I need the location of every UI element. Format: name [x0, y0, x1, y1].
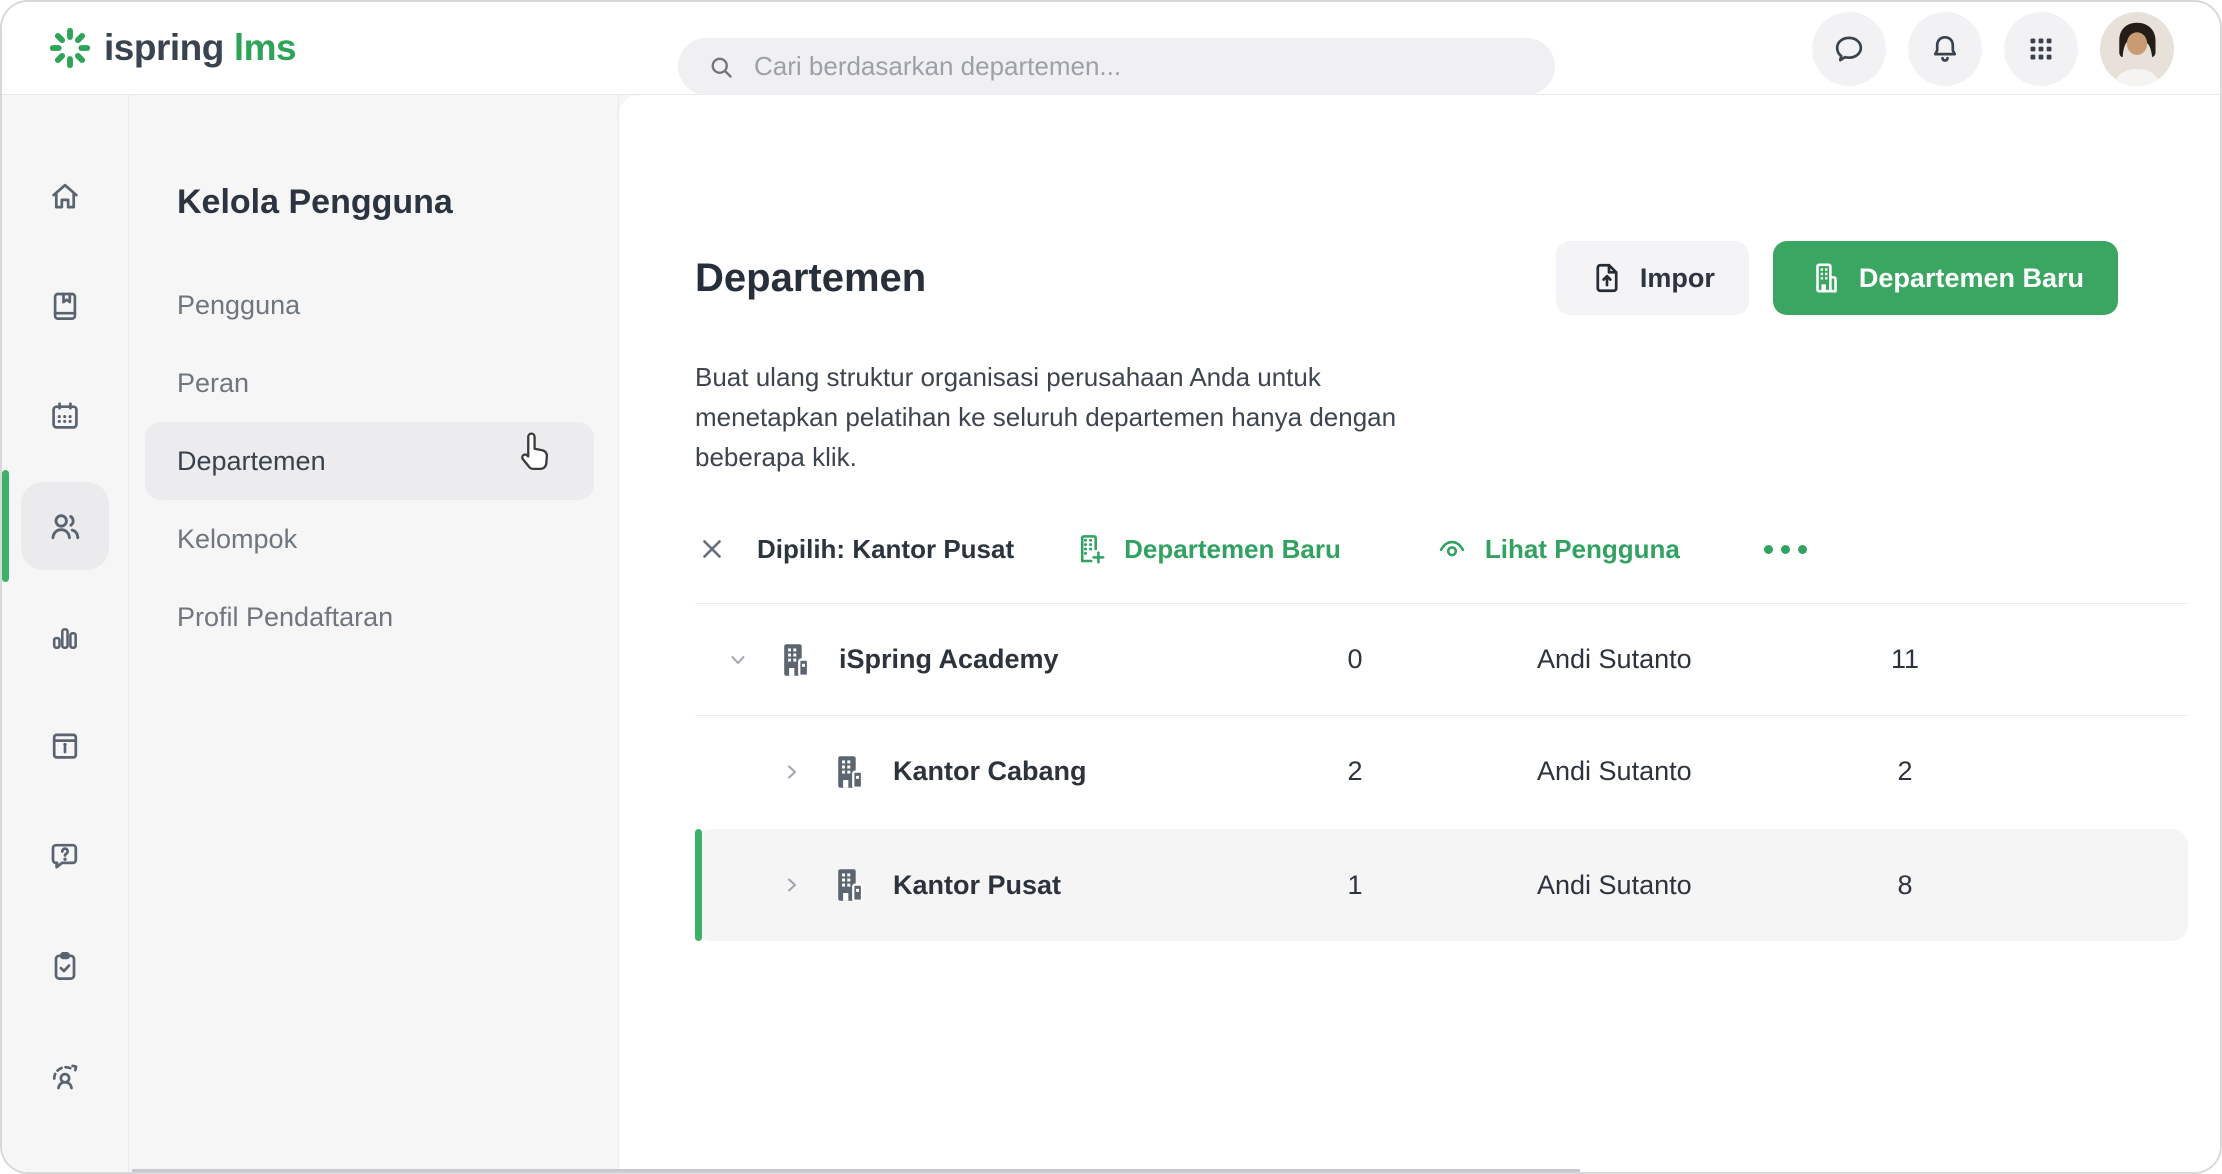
- users-icon: [46, 507, 84, 545]
- content-area: [2, 95, 2220, 1174]
- user-count: 2: [1897, 756, 1913, 786]
- eye-icon: [1435, 532, 1469, 566]
- department-owner: Andi Sutanto: [1537, 869, 1692, 900]
- sidebar-item-label: Pengguna: [177, 289, 301, 320]
- department-name: Kantor Pusat: [893, 869, 1062, 900]
- brand-suffix: lms: [233, 27, 297, 68]
- window-bottom-edge: [132, 1169, 1580, 1172]
- apps-button[interactable]: [2004, 12, 2078, 86]
- department-name: iSpring Academy: [839, 644, 1059, 674]
- logo-text: [104, 27, 296, 69]
- nav-rail: [2, 95, 129, 1174]
- notifications-button[interactable]: [1908, 12, 1982, 86]
- tree-cell: [695, 864, 1255, 906]
- clipboard-check-icon: [47, 948, 83, 984]
- avatar[interactable]: [2100, 12, 2174, 86]
- selection-toolbar: [695, 521, 2188, 577]
- avatar-image: [2100, 12, 2174, 86]
- logo: [2, 26, 296, 70]
- bell-icon: [1927, 31, 1963, 67]
- chat-bubble-icon: [1831, 31, 1867, 67]
- rail-item-calendar[interactable]: [21, 372, 109, 460]
- department-table: [695, 603, 2188, 941]
- bar-chart-icon: [47, 618, 83, 654]
- brand-name: ispring: [104, 27, 224, 68]
- file-upload-icon: [1590, 261, 1624, 295]
- subdepartment-count: 1: [1347, 869, 1363, 900]
- tree-cell: [695, 639, 1255, 681]
- import-button[interactable]: [1556, 241, 1749, 315]
- rail-item-courses[interactable]: [21, 262, 109, 350]
- info-card-icon: [47, 728, 83, 764]
- clear-selection-button[interactable]: [695, 532, 729, 566]
- expand-chevron-icon[interactable]: [779, 759, 805, 785]
- page-title: Departemen: [695, 255, 927, 300]
- toolbar-action-label: Lihat Pengguna: [1484, 533, 1680, 564]
- rail-item-reports[interactable]: [21, 592, 109, 680]
- department-owner: Andi Sutanto: [1537, 756, 1692, 786]
- table-row-kantor-cabang[interactable]: [695, 715, 2188, 827]
- tree-cell: [695, 751, 1255, 793]
- more-actions-button[interactable]: [1764, 545, 1807, 554]
- sidebar-item-label: Departemen: [177, 445, 326, 476]
- sidebar-item-profil-pendaftaran[interactable]: [145, 578, 594, 656]
- sidebar-item-pengguna[interactable]: [145, 266, 594, 344]
- selection-label: Dipilih: Kantor Pusat: [757, 533, 1015, 564]
- department-name: Kantor Cabang: [893, 756, 1087, 786]
- new-department-button[interactable]: [1773, 241, 2118, 315]
- home-icon: [47, 178, 83, 214]
- department-owner: Andi Sutanto: [1537, 644, 1692, 674]
- sidebar-item-label: Peran: [177, 367, 250, 398]
- sidebar-item-peran[interactable]: [145, 344, 594, 422]
- sidebar-item-kelompok[interactable]: [145, 500, 594, 578]
- sidebar: [129, 95, 619, 1174]
- new-department-button-label: Departemen Baru: [1858, 262, 2084, 293]
- toolbar-view-users-action[interactable]: [1435, 532, 1680, 566]
- rail-item-assignments[interactable]: [21, 922, 109, 1010]
- subdepartment-count: 0: [1347, 644, 1363, 674]
- building-icon: [1807, 260, 1843, 296]
- messages-button[interactable]: [1812, 12, 1886, 86]
- book-icon: [47, 288, 83, 324]
- sidebar-title: Kelola Pengguna: [177, 183, 453, 221]
- table-row-kantor-pusat[interactable]: [695, 829, 2188, 941]
- rail-item-360-feedback[interactable]: [21, 1032, 109, 1120]
- search-placeholder: Cari berdasarkan departemen...: [754, 51, 1122, 81]
- person-360-icon: [46, 1057, 84, 1095]
- import-button-label: Impor: [1639, 262, 1715, 293]
- subdepartment-count: 2: [1347, 756, 1363, 786]
- rail-item-catalog[interactable]: [21, 702, 109, 790]
- toolbar-action-label: Departemen Baru: [1124, 533, 1341, 564]
- department-building-icon: [773, 639, 815, 681]
- ispring-burst-icon: [48, 26, 92, 70]
- user-count: 8: [1897, 869, 1913, 900]
- search-icon: [706, 52, 736, 82]
- rail-item-help[interactable]: [21, 812, 109, 900]
- toolbar-new-department-action[interactable]: [1072, 531, 1341, 567]
- calendar-icon: [47, 398, 83, 434]
- table-row-ispring-academy[interactable]: [695, 603, 2188, 715]
- help-chat-icon: [47, 838, 83, 874]
- sidebar-item-label: Profil Pendaftaran: [177, 601, 394, 632]
- header-actions: [1556, 241, 2118, 315]
- expand-chevron-icon[interactable]: [725, 647, 751, 673]
- top-bar: [2, 2, 2220, 95]
- main-header: [695, 241, 2118, 315]
- search-input[interactable]: [678, 38, 1555, 95]
- rail-item-home[interactable]: [21, 152, 109, 240]
- building-plus-icon: [1072, 531, 1108, 567]
- sidebar-item-departemen[interactable]: [145, 422, 594, 500]
- sidebar-item-label: Kelompok: [177, 523, 298, 554]
- page-description: Buat ulang struktur organisasi perusahaan Anda untuk menetapkan pelatihan ke seluruh departemen hanya dengan beberapa klik.: [695, 362, 1397, 472]
- topbar-actions: [1812, 2, 2174, 95]
- apps-grid-icon: [2024, 32, 2058, 66]
- department-building-icon: [827, 864, 869, 906]
- department-building-icon: [827, 751, 869, 793]
- rail-item-users[interactable]: [21, 482, 109, 570]
- main-panel: [619, 95, 2220, 1174]
- close-icon: [698, 535, 726, 563]
- expand-chevron-icon[interactable]: [779, 872, 805, 898]
- user-count: 11: [1890, 644, 1920, 674]
